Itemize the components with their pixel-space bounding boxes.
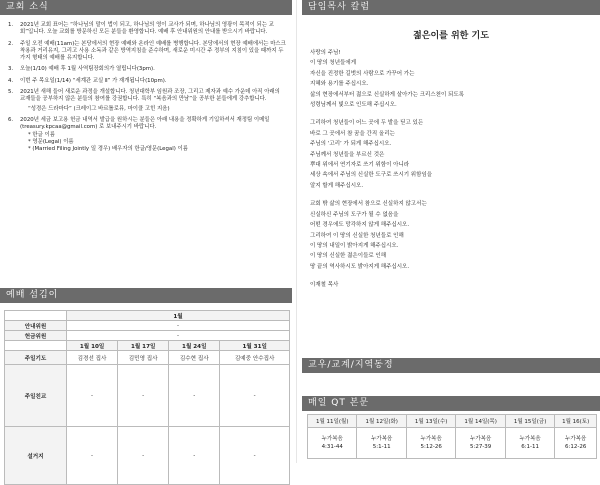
paragraph: 사랑의 주님! 이 땅의 청년들에게 자신을 진정한 길벗의 사람으로 가꾸어 가는 지혜와 용기를 주십시오. 삶의 현장에서부터 젊으로 신실하게 살아가는 크리스천이 되도록 성령님께서 빛으로 인도해 주십시오.: [310, 50, 464, 109]
paragraph: 그리하여 청년들이 어느 곳에 두 발을 딛고 있든 바로 그 곳에서 참 꿈을 간직 올리는 주님의 ‘고리’ 가 되게 해주십시오. 주님께서 청년들을 부르신 것은 뿌대 위에서 연기자로 쓰기 위함이 아니라 세상 속에서 주님의 신실한 도구로 쓰시기 위함임을 알지 할게 해주십시오.: [310, 120, 433, 189]
dishwashing-value: -: [220, 427, 290, 485]
bullet-item: * 영문(Legal) 이름: [28, 138, 74, 145]
news-item: 5. 2021년 새해 들어 새로운 과정을 개설합니다. 청년대학부 임원과 조장, 그리고 제자과 예수 가운데 아직 아래의 교재들을 공부하지 않은 분들의 참여를 강권합니다. 특히 “복음과의 만남”을 공부한 분들에게 강추합니다. “성경은 드라마다” (크레이그 바르톨로뮤, 마이클 고힌 지음): [8, 89, 286, 113]
dishwashing-value: -: [67, 427, 118, 485]
news-text: 2020년 세금 보고용 헌금 내역서 발급을 원하시는 분들은 아래 내용을 정확하게 기입하셔서 재정팀 이메일 (treasury.kpcaa@gmail.com) 로 보내주시기 바랍니다.: [20, 116, 270, 131]
qt-table: [307, 414, 597, 459]
qt-section: [302, 396, 600, 411]
usher-value: -: [67, 321, 290, 331]
news-text: 이번 주 목요일(1/14) “세계관 교실 Ⅱ” 가 재개됩니다(10pm).: [20, 77, 167, 84]
dishwashing-label: 설거지: [5, 427, 67, 485]
prayer-name: 김수현 집사: [169, 351, 220, 365]
community-news-section: [302, 358, 600, 373]
news-item: 2. 주일 오전 예배(11am)는 본당에서의 현장 예배와 온라인 예배를 병행합니다. 본당에서의 현장 예배에서는 마스크 착용과 거리유지, 그리고 사용 소독과 같은 방역지침을 준수하며, 새로운 미시간 주 정부의 지침이 있을 때까지 두 가지 형태의 예배를 유지합니다.: [8, 40, 286, 62]
qt-date: 1월 13일(수): [406, 415, 455, 428]
qt-reading: 누가복음 6:12-26: [555, 428, 597, 459]
community-news-header: 교우/교계/지역동정: [302, 358, 600, 373]
fellowship-label: 주일친교: [5, 365, 67, 427]
news-header: 교회 소식: [0, 0, 292, 15]
news-text: 2021년 새해 들어 새로운 과정을 개설합니다. 청년대학부 임원과 조장, 그리고 제자과 예수 가운데 아직 아래의 교재들을 공부하지 않은 분들의 참여를 강권합니다. 특히 “복음과의 만남”을 공부한 분들에게 강추합니다.: [20, 89, 280, 103]
news-text: 주일 오전 예배(11am)는 본당에서의 현장 예배와 온라인 예배를 병행합니다. 본당에서의 현장 예배에서는 마스크 착용과 거리유지, 그리고 사용 소독과 같은 방역지침을 준수하며, 새로운 미시간 주 정부의 지침이 있을 때까지 두 가지 형태의 예배를 유지합니다.: [20, 40, 286, 62]
left-column: [0, 0, 292, 460]
bullet-item: * (Married Filing Jointly 일 경우) 배우자의 한글/영문(Legal) 이름: [28, 146, 188, 153]
prayer-name: 김민영 집사: [118, 351, 169, 365]
fellowship-value: -: [118, 365, 169, 427]
service-section: [0, 288, 292, 460]
book-title: “성경은 드라마다” (크레이그 바르톨로뮤, 마이클 고힌 지음): [28, 105, 170, 112]
right-column: [302, 0, 600, 450]
pastor-column-header: 담임목사 칼럼: [302, 0, 600, 15]
service-table: [4, 310, 290, 485]
qt-reading: 누가복음 5:12-26: [406, 428, 455, 459]
offering-label: 헌금위원: [5, 331, 67, 341]
bullet-item: * 한글 이름: [28, 131, 55, 138]
fellowship-value: -: [67, 365, 118, 427]
qt-reading: 누가복음 4:31-44: [308, 428, 357, 459]
week-header: 1월 31일: [220, 341, 290, 351]
news-text: 오늘(1/10) 예배 후 1월 사역팀장회의가 열립니다(3pm).: [20, 66, 155, 73]
month-header: 1월: [67, 311, 290, 321]
qt-date: 1월 16(토): [555, 415, 597, 428]
usher-label: 안내위원: [5, 321, 67, 331]
qt-date: 1월 12일(화): [357, 415, 406, 428]
center-divider: [296, 0, 297, 463]
week-header: 1월 17일: [118, 341, 169, 351]
qt-date: 1월 15일(금): [505, 415, 554, 428]
news-item: 4. 이번 주 목요일(1/14) “세계관 교실 Ⅱ” 가 재개됩니다(10pm).: [8, 78, 286, 85]
qt-reading: 누가복음 6:1-11: [505, 428, 554, 459]
dishwashing-value: -: [169, 427, 220, 485]
week-header: 1월 10일: [67, 341, 118, 351]
qt-date: 1월 14일(목): [456, 415, 505, 428]
prayer-text: [310, 48, 595, 299]
qt-reading: 누가복음 5:1-11: [357, 428, 406, 459]
prayer-name: 김경선 집사: [67, 351, 118, 365]
column-title: 젊은이를 위한 기도: [413, 31, 489, 41]
prayer-label: 주일기도: [5, 351, 67, 365]
news-text: 2021년 교회 표어는 “하나님의 말이 법이 되고, 하나님의 영이 교사가 되며, 하나님의 영광이 목적이 되는 교회”입니다. 오늘 교회를 방문하신 모든 분들을 환영합니다. 예배 후 안내위원의 안내를 받으시기 바랍니다.: [20, 22, 274, 36]
qt-reading: 누가복음 5:27-39: [456, 428, 505, 459]
dishwashing-value: -: [118, 427, 169, 485]
fellowship-value: -: [220, 365, 290, 427]
paragraph: 교회 밖 삶의 현장에서 참으로 신실하지 않고서는 신실하신 주님의 도구가 될 수 없음을 어떤 경우에도 망각하지 않게 해주십시오. 그리하여 이 땅의 신실한 청년들로 인해 이 땅의 내일이 밝아지게 해주십시오. 이 땅의 신실한 젊은이들로 인해 땅 끝의 역사하시도 밝아지게 해주십시오.: [310, 201, 427, 270]
news-item: 6. 2020년 세금 보고용 헌금 내역서 발급을 원하시는 분들은 아래 내용을 정확하게 기입하셔서 재정팀 이메일 (treasury.kpcaa@gmail.com) 로 보내주시기 바랍니다. * 한글 이름 * 영문(Legal) 이름 * (Married Filing Jointly 일 경우) 배우자의 한글/영문(Legal) 이름: [8, 117, 286, 153]
author-signature: 이재철 목사: [310, 282, 339, 289]
week-header: 1월 24일: [169, 341, 220, 351]
fellowship-value: -: [169, 365, 220, 427]
offering-value: -: [67, 331, 290, 341]
prayer-name: 김예중 안수집사: [220, 351, 290, 365]
qt-date: 1월 11일(월): [308, 415, 357, 428]
news-item: 1. 2021년 교회 표어는 “하나님의 말이 법이 되고, 하나님의 영이 교사가 되며, 하나님의 영광이 목적이 되는 교회”입니다. 오늘 교회를 방문하신 모든 분들을 환영합니다. 예배 후 안내위원의 안내를 받으시기 바랍니다.: [8, 22, 286, 37]
news-item: 3. 오늘(1/10) 예배 후 1월 사역팀장회의가 열립니다(3pm).: [8, 66, 286, 73]
service-header: 예배 섬김이: [0, 288, 292, 303]
qt-header: 매일 QT 본문: [302, 396, 600, 411]
news-list: [8, 22, 286, 157]
